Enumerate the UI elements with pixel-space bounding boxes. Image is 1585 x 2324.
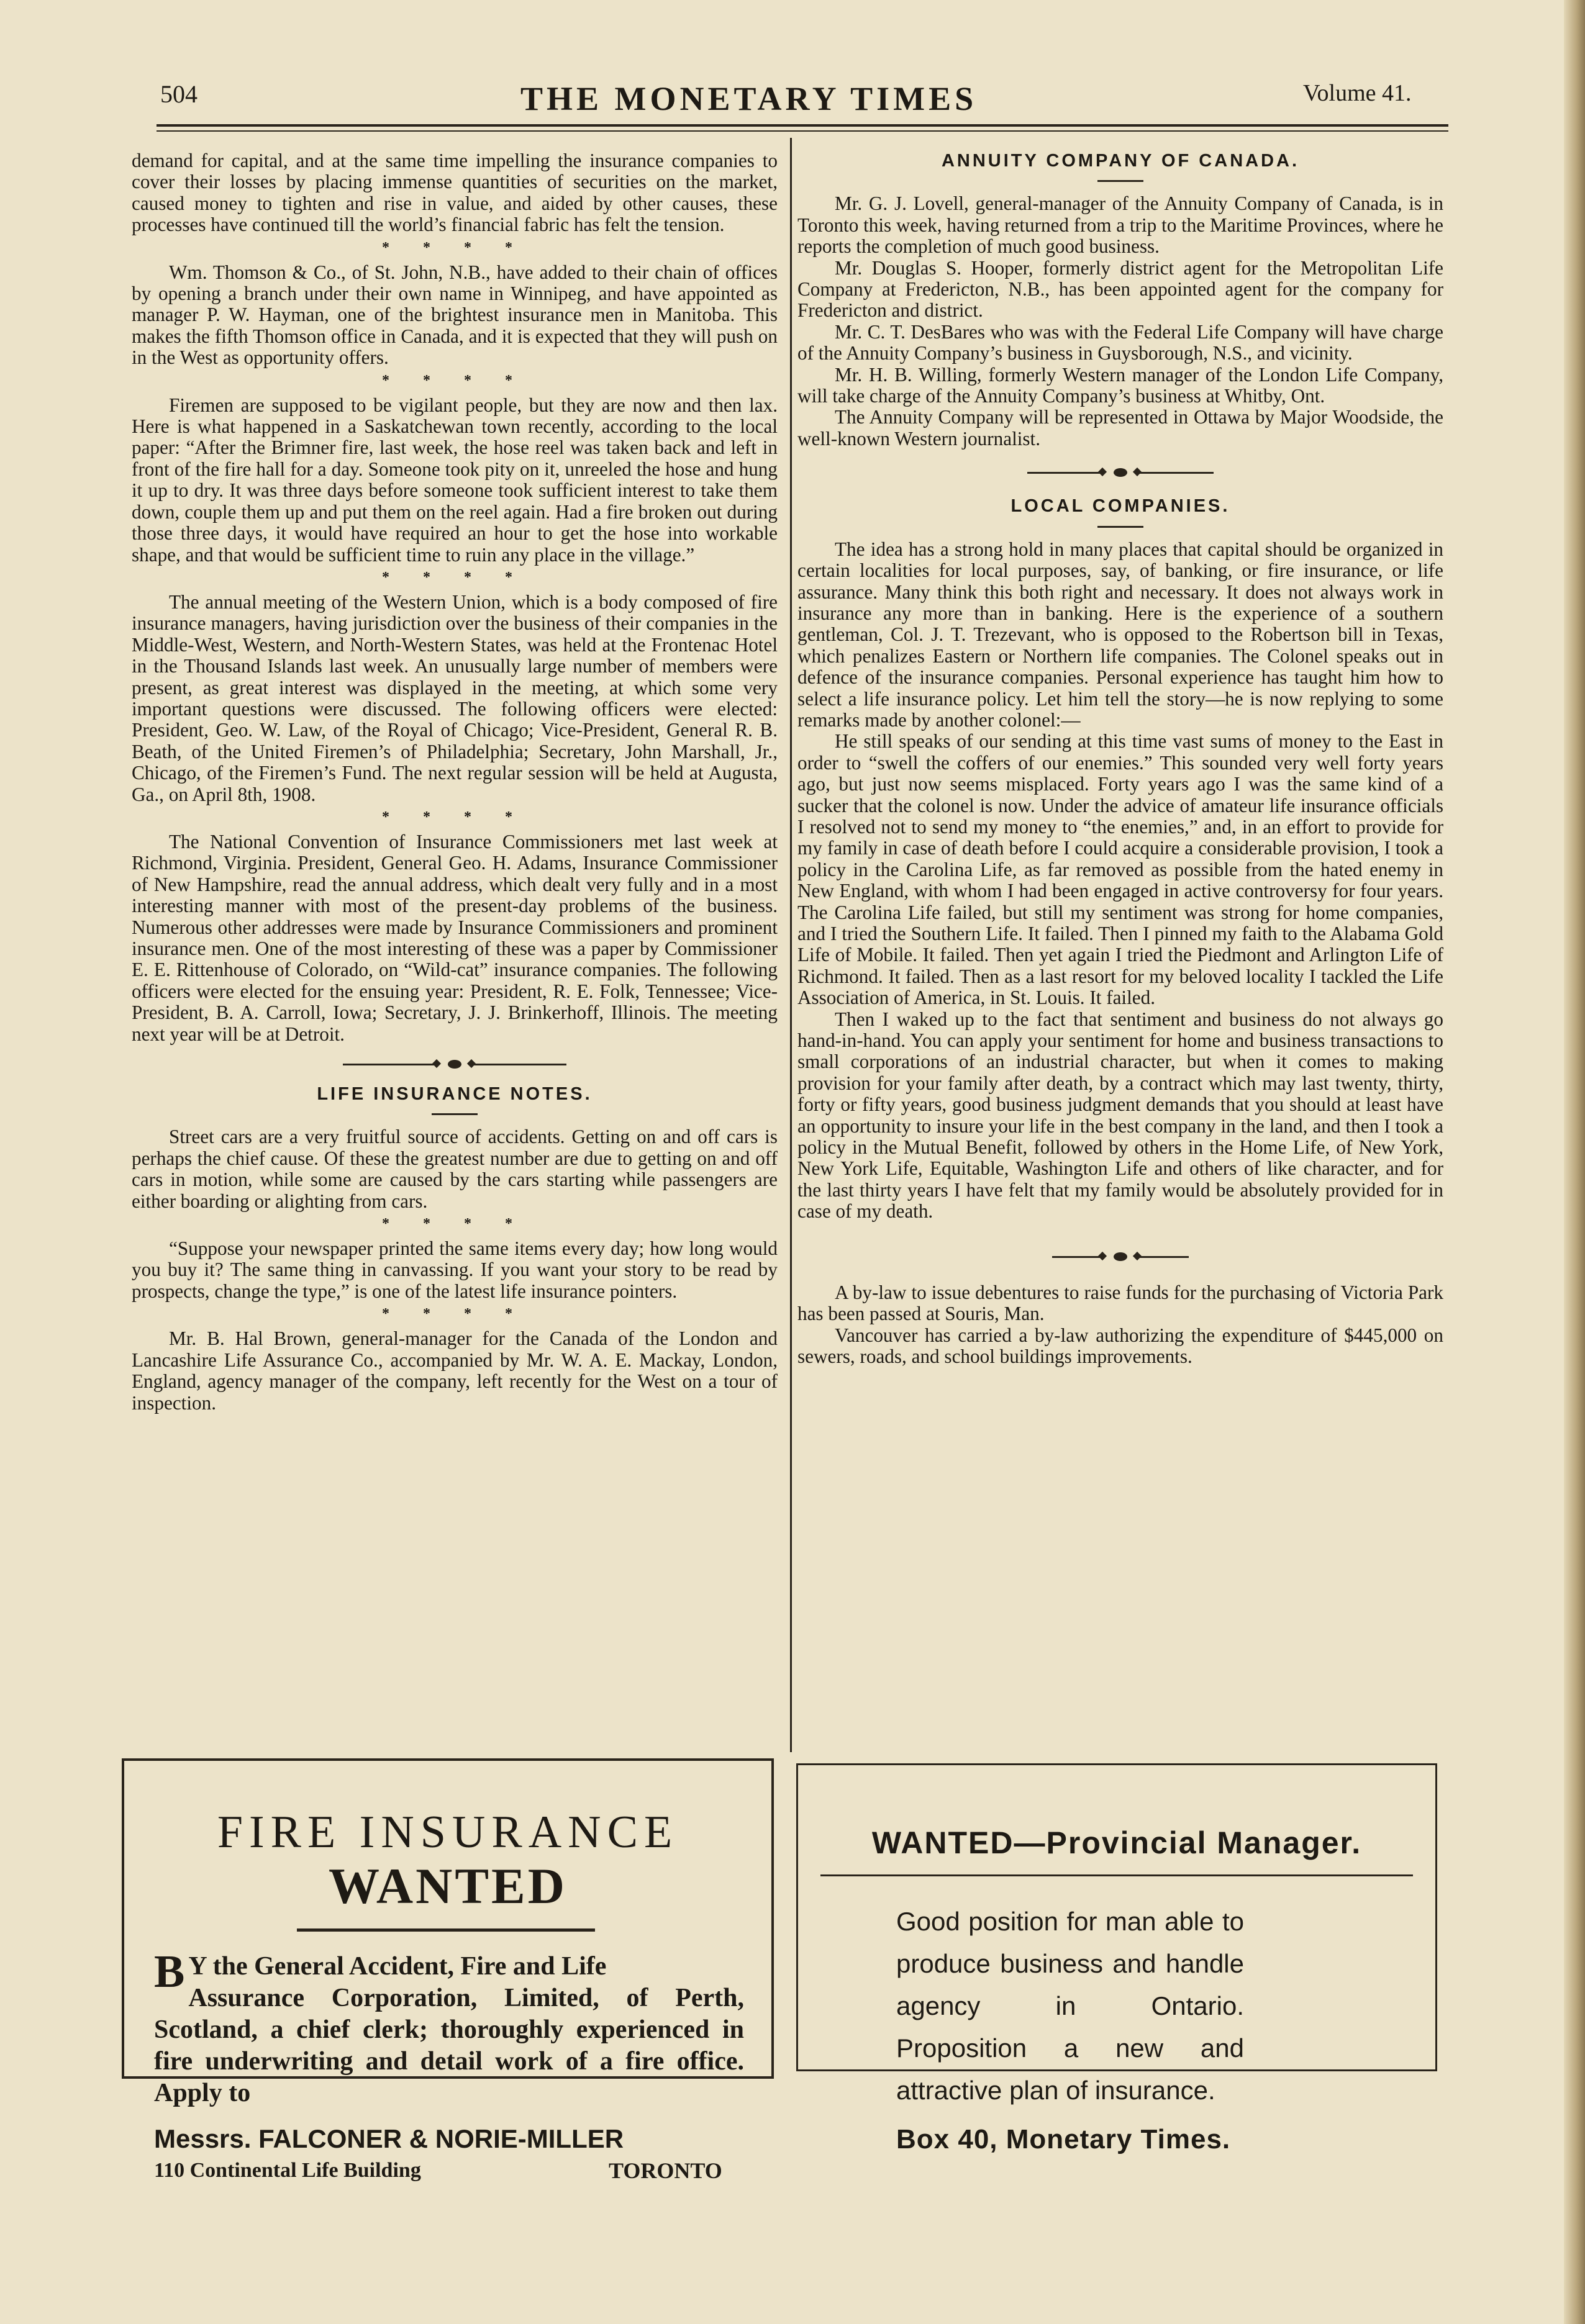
ad-body-rest: Assurance Corporation, Limited, of Perth, Scotland, a chief clerk; thoroughly experienced in fire underwriting and detail work of a fire office. Apply to [154,1984,744,2107]
article-paragraph: The annual meeting of the Western Union, which is a body composed of fire insurance managers, having jurisdiction over the business of their companies in the Middle-West, Western, and North-Western States, was held at the Frontenac Hotel in the Thousand Islands last week. An unusually large number of members were present, as great interest was displayed in the meeting, at which some very important questions were discussed. The following officers were elected: President, Geo. W. Law, of the Royal of Chicago; Vice-President, General R. B. Beath, of the United Firemen’s of Philadelphia; Secretary, John Marshall, Jr., Chicago, of the Firemen’s Fund. The next regular session will be held at Augusta, Ga., on April 8th, 1908. [132,590,778,805]
ad-title-rule [297,1928,595,1932]
advertisement-provincial-manager [796,1763,1437,2154]
advertisement-fire-insurance [122,1758,774,2183]
article-paragraph: Firemen are supposed to be vigilant people, but they are now and then lax. Here is what happened in a Saskatchewan town recently, according to the local paper: “After the Brimner fire, last week, the hose reel was taken back and left in front of the fire hall for a day. Someone took pity on it, unreeled the hose and hung it up to dry. It was three days before someone took sufficient interest to take them down, couple them up and put them on the reel again. Had a fire broken out during those three days, it would have required an hour to get the hose into workable shape, and that would be sufficient time to ruin any place in the village.” [132,394,778,566]
ad-title-fire-insurance: FIRE INSURANCE [217,1807,679,1858]
heading-dash [432,1113,478,1115]
article-paragraph: The Annuity Company will be represented in Ottawa by Major Woodside, the well-known Western journalist. [797,406,1443,450]
heading-dash [1097,526,1143,528]
section-heading-local-companies: LOCAL COMPANIES. [1010,496,1230,517]
header-rule-top [157,124,1448,127]
article-paragraph: Vancouver has carried a by-law authorizing the expenditure of $445,000 on sewers, roads, and school buildings improvements. [797,1324,1443,1367]
article-paragraph: Then I waked up to the fact that sentiment and business do not always go hand-in-hand. You can apply your sentiment for home and business transactions to small corporations of an industrial character, but when it comes to making provision for your family after death, by a contract which may last twenty, thirty, forty or fifty years, good business judgment demands that you should at least have an opportunity to insure your life in the best company in the land, and then I took a policy in the Mutual Benefit, followed by others in the Home Life, of New York, New York Life, Equitable, Washington Life and others of like character, and for the last thirty years I have felt that my family would be absolutely provided for in case of my death. [797,1008,1443,1223]
article-paragraph: A by-law to issue debentures to raise funds for the purchasing of Victoria Park has been passed at Souris, Man. [797,1281,1443,1325]
article-paragraph: The idea has a strong hold in many places that capital should be organized in certain localities for local purposes, say, of banking, or fire insurance, or life assurance. Many think this both right and necessary. It does not always work in insurance any more than in banking. Here is the experience of a southern gentleman, Col. J. T. Trezevant, who is opposed to the Robertson bill in Texas, which penalizes Eastern or Northern life companies. The Colonel speaks out in defence of the insurance companies. Personal experience has taught him how to select a life insurance policy. Let him tell the story—he is now replying to some remarks made by another colonel:— [797,538,1443,731]
left-column [132,150,778,1414]
ad-address: 110 Continental Life Building [154,2159,421,2182]
heading-dash [1097,180,1143,182]
section-stars: * * * * [382,372,527,389]
ornamental-rule [343,1055,566,1074]
article-paragraph: Mr. B. Hal Brown, general-manager for the Canada of the London and Lancashire Life Assurance Co., accompanied by Mr. W. A. E. Mackay, London, England, agency manager of the company, left recently for the West on a tour of inspection. [132,1327,778,1414]
ad-contact: Messrs. FALCONER & NORIE-MILLER [154,2124,624,2153]
article-paragraph: Mr. C. T. DesBares who was with the Federal Life Company will have charge of the Annuity Company’s business in Guysborough, N.S., and vicinity. [797,320,1443,364]
header-rule-bottom [157,130,1448,132]
section-stars: * * * * [382,239,527,256]
article-paragraph: Mr. H. B. Willing, formerly Western manager of the London Life Company, will take charge of the Annuity Company’s business at Whitby, Ont. [797,363,1443,407]
article-paragraph: demand for capital, and at the same time impelling the insurance companies to cover their losses by placing immense quantities of securities on the market, caused money to tighten and rise in value, and aided by other causes, these processes have continued till the world’s financial fabric has felt the tension. [132,150,778,236]
article-paragraph: The National Convention of Insurance Commissioners met last week at Richmond, Virginia. President, General Geo. H. Adams, Insurance Commissioner of New Hampshire, read the annual address, which dealt very fully and in a most interesting manner with most of the present-day problems of the business. Numerous other addresses were made by Insurance Commissioners and prominent insurance men. One of the most interesting of these was a paper by Commissioner E. E. Rittenhouse of Colorado, on “Wild-cat” insurance companies. The following officers were elected for the ensuing year: President, R. E. Folk, Tennessee; Vice-President, B. A. Carroll, Iowa; Secretary, J. J. Brinkerhoff, Illinois. The meeting next year will be at Detroit. [132,830,778,1045]
masthead-title: THE MONETARY TIMES [520,80,978,117]
section-stars: * * * * [382,1216,527,1232]
section-stars: * * * * [382,569,527,586]
ad-title-rule [820,1874,1413,1876]
article-paragraph: He still speaks of our sending at this time vast sums of money to the East in order to “swell the coffers of our enemies.” This sounded very well forty years ago, but just now seems misplaced. Forty years ago I was the same kind of a sucker that the colonel is now. Under the advice of amateur life insurance officials I resolved not to send my money to “the enemies,” and, in an effort to provide for my family in case of death before I could acquire a considerable provision, I took a policy in the Carolina Life, as far removed as possible from the hated enemy in New England, with whom I had been engaged in active controversy for four years. The Carolina Life failed, but still my sentiment was strong for home companies, and I tried the Southern Life. It failed. Then I pinned my faith to the Alabama Gold Life of Mobile. It failed. Then yet again I tried the Piedmont and Arlington Life of Richmond. It failed. Then as a last resort for my beloved locality I tackled the Life Association of America, in St. Louis. It failed. [797,730,1443,1009]
section-heading-life-insurance: LIFE INSURANCE NOTES. [317,1084,593,1105]
article-paragraph: Mr. Douglas S. Hooper, formerly district agent for the Metropolitan Life Company at Fredericton, N.B., has been appointed agent for the company for Fredericton and district. [797,256,1443,322]
article-paragraph: “Suppose your newspaper printed the same items every day; how long would you buy it? The same thing in canvassing. If you want your story to be read by prospects, change the type,” is one of the latest life insurance pointers. [132,1237,778,1302]
page-number: 504 [160,80,198,108]
column-divider [790,138,792,1752]
volume-label: Volume 41. [1303,80,1412,106]
ad-body-first-line: Y the General Accident, Fire and Life [188,1952,607,1981]
page-spine-shadow [1564,0,1585,2324]
ornamental-rule [1027,463,1214,482]
article-paragraph: Street cars are a very fruitful source of accidents. Getting on and off cars is perhaps the chief cause. Of these the greatest number are due to getting on and off cars in motion, while some are caused by the cars starting while passengers are either boarding or alighting from cars. [132,1126,778,1212]
ad-city: TORONTO [609,2158,722,2183]
right-column [797,150,1443,1367]
ornamental-rule [1052,1247,1189,1266]
section-stars: * * * * [382,1306,527,1323]
section-heading-annuity: ANNUITY COMPANY OF CANADA. [941,151,1300,171]
ad-body [154,1946,744,2109]
section-stars: * * * * [382,808,527,825]
ad-title-provincial-manager: WANTED—Provincial Manager. [871,1825,1362,1860]
article-paragraph: Wm. Thomson & Co., of St. John, N.B., have added to their chain of offices by opening a branch under their own name in Winnipeg, and have appointed as manager P. W. Hayman, one of the brightest insurance men in Manitoba. This makes the fifth Thomson office in Canada, and it is expected that they will push on in the West as opportunity offers. [132,261,778,369]
drop-cap: B [154,1946,185,1997]
ad-box-number: Box 40, Monetary Times. [896,2124,1231,2154]
ad-body: Good position for man able to produce business and handle agency in Ontario. Proposition a new and attractive plan of insurance. [896,1907,1244,2105]
ad-title-wanted: WANTED [329,1858,567,1914]
article-paragraph: Mr. G. J. Lovell, general-manager of the Annuity Company of Canada, is in Toronto this week, having returned from a trip to the Maritime Provinces, where he reports the completion of much good business. [797,192,1443,258]
